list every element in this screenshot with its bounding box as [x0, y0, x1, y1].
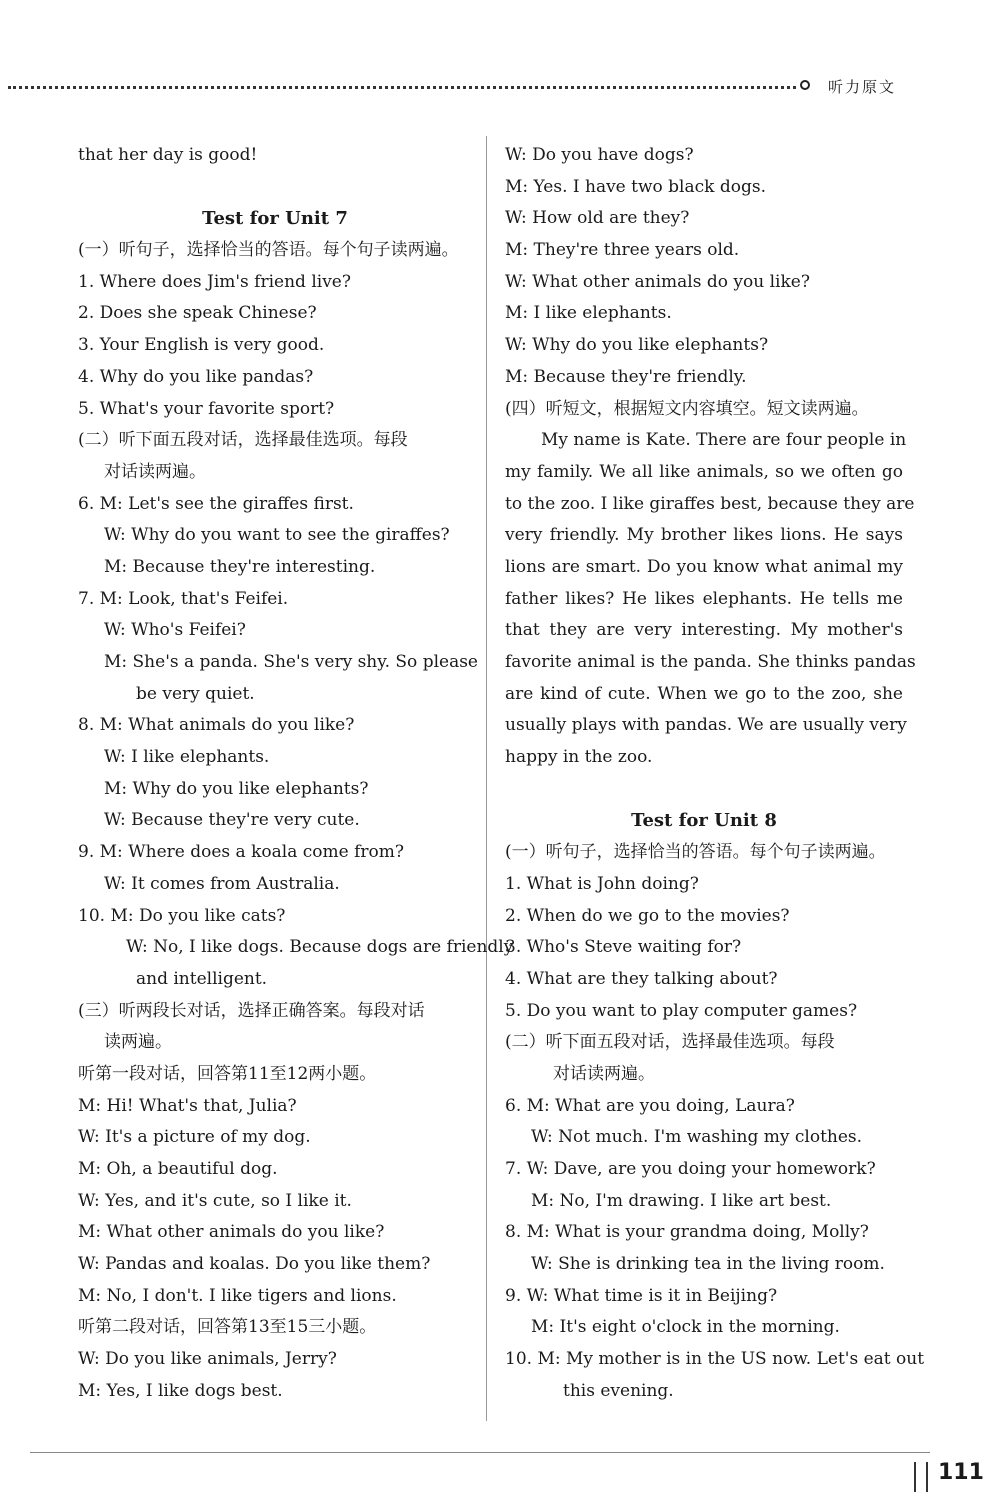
column-divider	[486, 136, 487, 1421]
passage-line: lions are smart. Do you know what animal my	[505, 556, 903, 577]
section-heading: (二）听下面五段对话，选择最佳选项。每段	[505, 1032, 835, 1053]
dialogue-line: M: No, I'm drawing. I like art best.	[531, 1190, 832, 1211]
dialogue-line: M: I like elephants.	[505, 303, 672, 324]
passage-line: very friendly. My brother likes lions. He says	[505, 525, 903, 546]
dialogue-line: 9. M: Where does a koala come from?	[78, 842, 404, 863]
dialogue-line: W: Do you have dogs?	[505, 145, 694, 165]
dialogue-line: W: What other animals do you like?	[505, 271, 810, 292]
dialogue-line: 9. W: What time is it in Beijing?	[505, 1285, 778, 1306]
question-line: 4. Why do you like pandas?	[78, 366, 314, 387]
section-heading-cont: 对话读两遍。	[553, 1063, 655, 1084]
dialogue-line: M: She's a panda. She's very shy. So please	[104, 652, 478, 672]
dialogue-line: W: Do you like animals, Jerry?	[78, 1349, 337, 1370]
dialogue-line: W: Not much. I'm washing my clothes.	[531, 1127, 863, 1148]
spacer	[505, 774, 903, 806]
question-line: 4. What are they talking about?	[505, 968, 778, 989]
dialogue-line: W: She is drinking tea in the living room.	[531, 1254, 885, 1275]
dialogue-line: 6. M: Let's see the giraffes first.	[78, 493, 354, 514]
unit-title: Test for Unit 7	[202, 208, 348, 230]
question-line: 1. What is John doing?	[505, 873, 699, 894]
passage-line: that they are very interesting. My mother's	[505, 620, 903, 641]
dialogue-line: W: Yes, and it's cute, so I like it.	[78, 1190, 352, 1211]
dialogue-line: W: No, I like dogs. Because dogs are friendly	[126, 937, 514, 958]
passage-line: favorite animal is the panda. She thinks pandas	[505, 652, 916, 672]
unit-title: Test for Unit 8	[631, 810, 777, 832]
section-heading: (二）听下面五段对话，选择最佳选项。每段	[78, 430, 408, 451]
dialogue-line: this evening.	[563, 1380, 674, 1401]
question-line: 2. Does she speak Chinese?	[78, 303, 317, 324]
question-line: 5. What's your favorite sport?	[78, 398, 335, 419]
dialogue-line: and intelligent.	[136, 968, 268, 989]
dialogue-line: 6. M: What are you doing, Laura?	[505, 1095, 795, 1116]
dialogue-line: be very quiet.	[136, 683, 255, 704]
question-line: 2. When do we go to the movies?	[505, 905, 790, 926]
section-heading: (一）听句子，选择恰当的答语。每个句子读两遍。	[78, 240, 459, 261]
dialogue-line: 7. M: Look, that's Feifei.	[78, 588, 289, 609]
question-line: 3. Your English is very good.	[78, 335, 325, 356]
passage-line: are kind of cute. When we go to the zoo, she	[505, 683, 903, 704]
section-heading: (三）听两段长对话，选择正确答案。每段对话	[78, 1000, 425, 1021]
dialogue-line: 10. M: Do you like cats?	[78, 905, 286, 926]
dialogue-line: W: Why do you like elephants?	[505, 335, 769, 356]
dialogue-line: M: Oh, a beautiful dog.	[78, 1159, 278, 1179]
section-heading: (一）听句子，选择恰当的答语。每个句子读两遍。	[505, 842, 886, 863]
dialogue-line: W: Who's Feifei?	[104, 620, 246, 641]
dialogue-line: M: Because they're interesting.	[104, 556, 376, 577]
passage-line: to the zoo. I like giraffes best, because they are	[505, 493, 915, 514]
dialogue-line: W: Pandas and koalas. Do you like them?	[78, 1254, 431, 1275]
question-line: 3. Who's Steve waiting for?	[505, 937, 742, 958]
left-column	[78, 140, 514, 1408]
dialogue-line: W: It's a picture of my dog.	[78, 1127, 311, 1148]
section-heading: (四）听短文，根据短文内容填空。短文读两遍。	[505, 398, 869, 419]
passage-line: my family. We all like animals, so we often go	[505, 461, 903, 482]
section-heading-cont: 对话读两遍。	[104, 461, 206, 482]
dialogue-line: M: Because they're friendly.	[505, 366, 747, 387]
section-heading-cont: 读两遍。	[104, 1032, 172, 1053]
header-dotted-rule	[8, 86, 796, 89]
instruction-line: 听第一段对话，回答第11至12两小题。	[78, 1063, 377, 1084]
footer-rule	[30, 1452, 930, 1453]
page-number: 111	[938, 1460, 984, 1485]
dialogue-line: W: Why do you want to see the giraffes?	[104, 525, 450, 546]
passage-line: happy in the zoo.	[505, 747, 653, 768]
dialogue-line: 7. W: Dave, are you doing your homework?	[505, 1159, 876, 1179]
header-bullet-icon	[800, 80, 810, 90]
dialogue-line: M: It's eight o'clock in the morning.	[531, 1317, 840, 1338]
dialogue-line: W: How old are they?	[505, 208, 690, 229]
question-line: 1. Where does Jim's friend live?	[78, 271, 351, 292]
dialogue-line: M: They're three years old.	[505, 240, 740, 261]
passage-line: usually plays with pandas. We are usually very	[505, 715, 907, 736]
dialogue-line: M: Hi! What's that, Julia?	[78, 1095, 297, 1116]
dialogue-line: W: Because they're very cute.	[104, 810, 360, 831]
dialogue-line: M: What other animals do you like?	[78, 1222, 385, 1243]
passage-line: father likes? He likes elephants. He tells me	[505, 588, 903, 609]
dialogue-line: M: Yes. I have two black dogs.	[505, 176, 766, 197]
dialogue-line: M: Why do you like elephants?	[104, 778, 369, 799]
dialogue-line: 8. M: What animals do you like?	[78, 715, 355, 736]
instruction-line: 听第二段对话，回答第13至15三小题。	[78, 1317, 377, 1338]
question-line: 5. Do you want to play computer games?	[505, 1000, 858, 1021]
dialogue-line: W: I like elephants.	[104, 747, 270, 768]
passage-line: My name is Kate. There are four people in	[541, 430, 907, 451]
dialogue-line: M: No, I don't. I like tigers and lions.	[78, 1285, 397, 1306]
spacer	[78, 172, 472, 204]
dialogue-line: 8. M: What is your grandma doing, Molly?	[505, 1222, 869, 1243]
dialogue-line: M: Yes, I like dogs best.	[78, 1380, 283, 1401]
section-header: 听力原文	[827, 78, 896, 96]
text-line: that her day is good!	[78, 145, 258, 165]
dialogue-line: W: It comes from Australia.	[104, 873, 340, 894]
dialogue-line: 10. M: My mother is in the US now. Let's eat out	[505, 1349, 925, 1370]
right-column	[505, 140, 925, 1408]
page-edge-mark	[914, 1462, 928, 1492]
